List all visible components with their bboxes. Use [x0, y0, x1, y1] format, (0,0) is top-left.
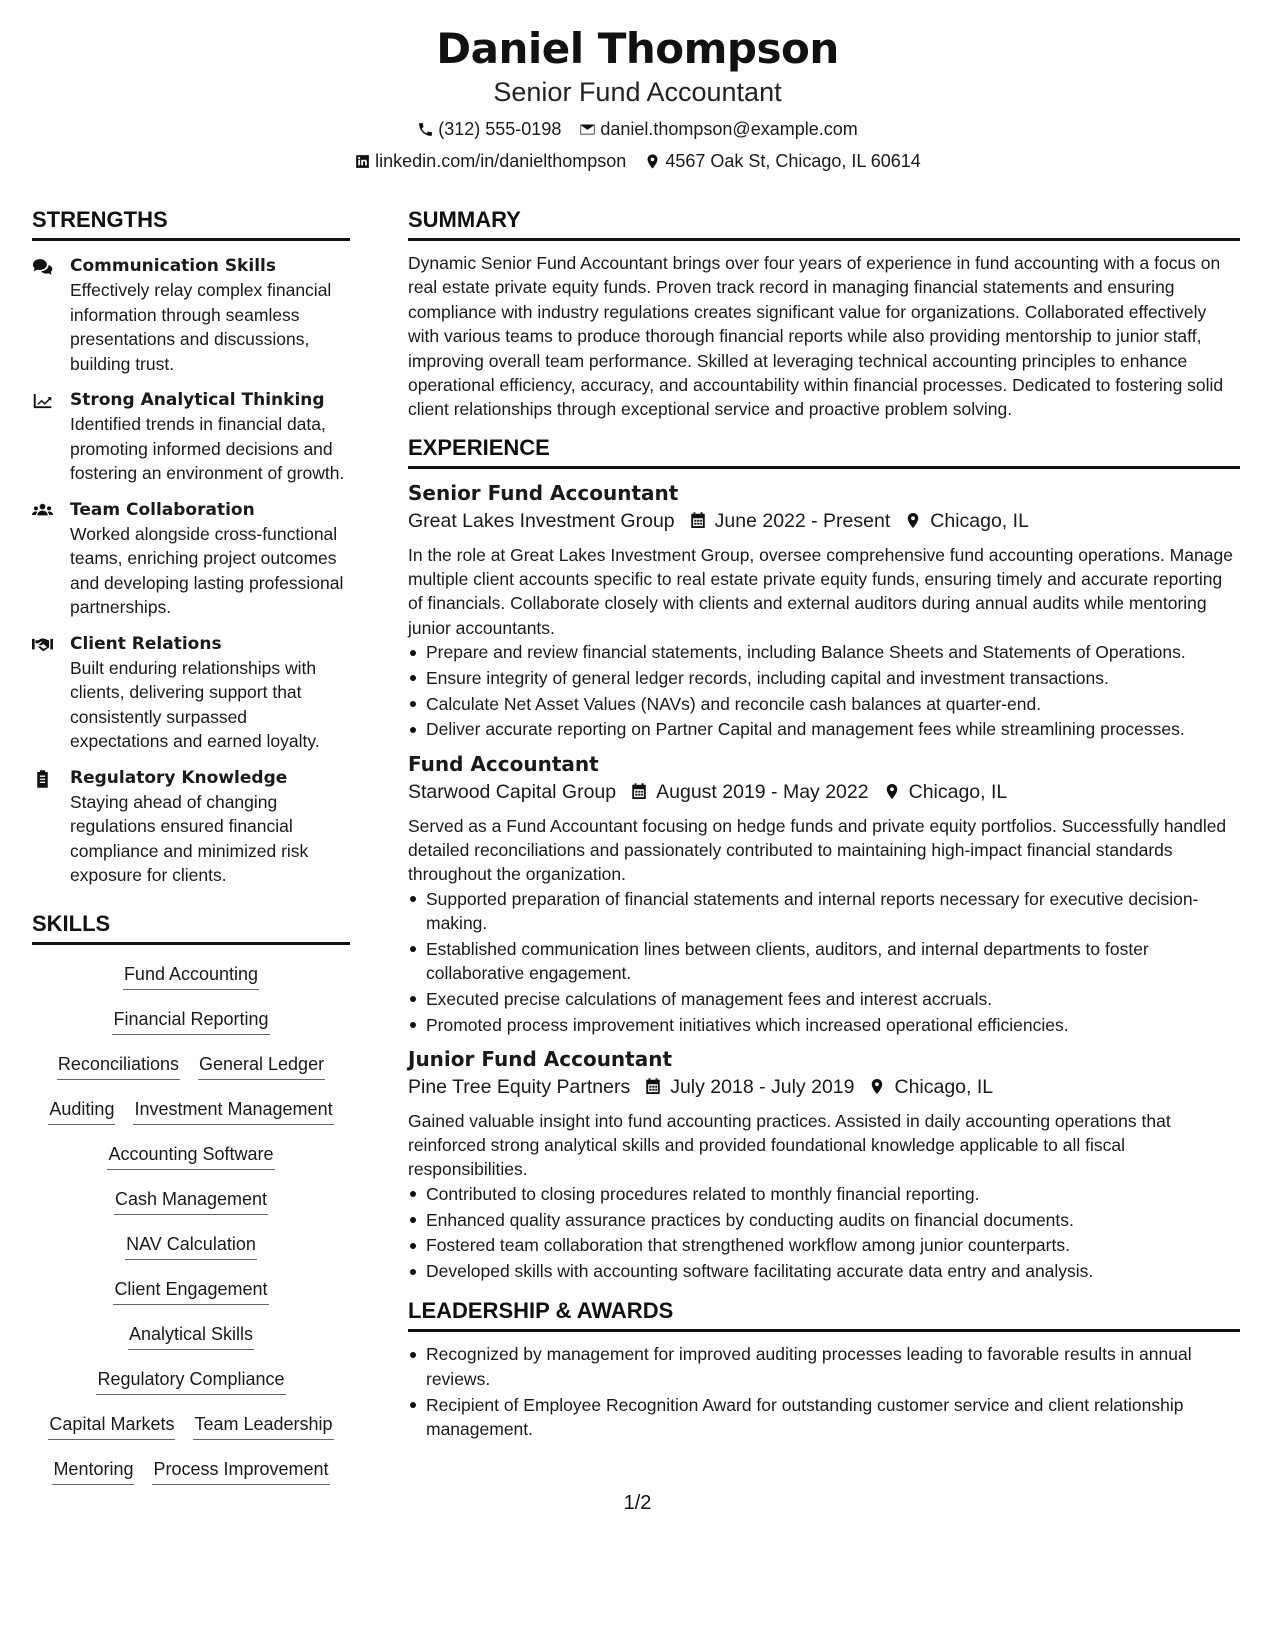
envelope-icon — [579, 121, 596, 138]
skill-tag: Auditing — [48, 1098, 115, 1125]
skill-row — [32, 1098, 350, 1143]
job-entry — [408, 750, 1240, 1037]
skill-tag: Client Engagement — [113, 1278, 268, 1305]
strength-name: Team Collaboration — [70, 499, 255, 520]
experience-heading: EXPERIENCE — [408, 434, 1240, 469]
calendar-icon — [630, 782, 648, 801]
bullet-item: Recognized by management for improved auditing processes leading to favorable results in annual reviews. — [426, 1342, 1240, 1391]
resume-header — [0, 22, 1275, 172]
skill-tag: Financial Reporting — [112, 1008, 269, 1035]
skill-row — [32, 1233, 350, 1278]
skill-tag: Process Improvement — [152, 1458, 329, 1485]
bullet-item: Enhanced quality assurance practices by conducting audits on financial documents. — [426, 1208, 1240, 1232]
strength-desc: Worked alongside cross-functional teams, enriching project outcomes and developing lasting professional partnerships. — [70, 523, 344, 617]
map-pin-icon — [904, 511, 922, 530]
calendar-icon — [689, 511, 707, 530]
page-number: 1/2 — [623, 1492, 652, 1514]
skill-tag: Team Leadership — [193, 1413, 333, 1440]
strength-desc: Identified trends in financial data, promoting informed decisions and fostering an environment of growth. — [70, 414, 345, 483]
users-icon — [32, 502, 53, 520]
skill-tag: Cash Management — [114, 1188, 268, 1215]
job-location: Chicago, IL — [894, 1075, 994, 1098]
strength-item — [32, 633, 350, 754]
chart-line-icon — [32, 392, 53, 410]
phone-text: (312) 555-0198 — [438, 119, 562, 139]
address-text: 4567 Oak St, Chicago, IL 60614 — [665, 151, 921, 171]
skill-tag: Analytical Skills — [128, 1323, 254, 1350]
bullet-item: Supported preparation of financial statements and internal reports necessary for executive decision-making. — [426, 887, 1240, 936]
left-column — [32, 206, 350, 1503]
bullet-item: Ensure integrity of general ledger records, including capital and investment transactions. — [426, 666, 1240, 690]
skill-tag: Mentoring — [52, 1458, 134, 1485]
strengths-list — [32, 251, 350, 888]
job-bullets — [408, 1182, 1240, 1284]
strength-name: Client Relations — [70, 633, 222, 654]
strength-item — [32, 255, 350, 376]
strengths-heading: STRENGTHS — [32, 206, 350, 241]
job-entry — [408, 1045, 1240, 1284]
strength-desc: Staying ahead of changing regulations ensured financial compliance and minimized risk exposure for clients. — [70, 791, 309, 885]
calendar-icon — [644, 1077, 662, 1096]
job-description: In the role at Great Lakes Investment Group, oversee comprehensive fund accounting operations. Manage multiple client accounts specific to real estate private equity funds, ensuring timely and accurate reporting of financials. Collaborate closely with clients and external auditors during annual audits while mentoring junior accountants. — [408, 544, 1233, 638]
email-contact[interactable] — [579, 118, 857, 140]
skills-list — [32, 955, 350, 1503]
skill-row — [32, 963, 350, 1008]
linkedin-text[interactable]: linkedin.com/in/danielthompson — [375, 151, 627, 171]
skill-row — [32, 1143, 350, 1188]
right-column — [408, 206, 1240, 1443]
job-dates: July 2018 - July 2019 — [670, 1075, 855, 1098]
skill-row — [32, 1053, 350, 1098]
contact-row-2 — [0, 150, 1275, 172]
job-company: Starwood Capital Group — [408, 780, 617, 803]
bullet-item: Developed skills with accounting software facilitating accurate data entry and analysis. — [426, 1259, 1240, 1283]
strength-name: Strong Analytical Thinking — [70, 390, 325, 410]
map-pin-icon — [868, 1077, 886, 1096]
job-title: Senior Fund Accountant — [408, 480, 679, 505]
skill-row — [32, 1188, 350, 1233]
phone-contact — [417, 118, 561, 140]
skill-tag: Accounting Software — [107, 1143, 274, 1170]
job-meta — [408, 778, 1240, 806]
strength-item — [32, 499, 350, 620]
strength-name: Regulatory Knowledge — [70, 767, 288, 788]
skill-tag: Capital Markets — [48, 1413, 175, 1440]
skill-row — [32, 1368, 350, 1413]
contact-row-1 — [0, 118, 1275, 140]
skill-tag: NAV Calculation — [125, 1233, 257, 1260]
bullet-item: Recipient of Employee Recognition Award for outstanding customer service and client relationship management. — [426, 1393, 1240, 1442]
strength-item — [32, 389, 350, 486]
job-meta — [408, 1073, 1240, 1101]
bullet-item: Promoted process improvement initiatives which increased operational efficiencies. — [426, 1013, 1240, 1037]
awards-bullets — [408, 1342, 1240, 1441]
bullet-item: Fostered team collaboration that strengthened workflow among junior counterparts. — [426, 1233, 1240, 1257]
job-location: Chicago, IL — [908, 780, 1008, 803]
handshake-icon — [32, 636, 53, 654]
map-pin-icon — [883, 782, 901, 801]
job-meta — [408, 507, 1240, 535]
skill-row — [32, 1323, 350, 1368]
linkedin-icon — [354, 153, 371, 170]
skill-row — [32, 1008, 350, 1053]
job-entry — [408, 479, 1240, 742]
job-dates: June 2022 - Present — [714, 509, 891, 532]
strength-desc: Built enduring relationships with clients, delivering support that consistently surpassed expectations and earned loyalty. — [70, 657, 320, 751]
bullet-item: Prepare and review financial statements, including Balance Sheets and Statements of Operations. — [426, 640, 1240, 664]
summary-text: Dynamic Senior Fund Accountant brings over four years of experience in fund accounting with a focus on real estate private equity funds. Proven track record in managing financial statements and ensuring compliance with industry regulations creates significant value for organizations. Collaborated effectively with various teams to produce thorough financial reports while also providing mentorship to junior staff, improving overall team performance. Skilled at leveraging technical accounting principles to enhance operational efficiency, accuracy, and accountability within financial processes. Dedicated to fostering solid client relationships through exceptional service and proactive problem solving. — [408, 253, 1224, 420]
skill-tag: Fund Accounting — [123, 963, 259, 990]
strength-item — [32, 767, 350, 888]
bullet-item: Contributed to closing procedures related to monthly financial reporting. — [426, 1182, 1240, 1206]
job-title: Junior Fund Accountant — [408, 1046, 673, 1071]
skill-row — [32, 1413, 350, 1458]
candidate-title: Senior Fund Accountant — [493, 77, 782, 107]
skills-heading: SKILLS — [32, 910, 350, 945]
job-bullets — [408, 640, 1240, 742]
skill-row — [32, 1278, 350, 1323]
bullet-item: Deliver accurate reporting on Partner Capital and management fees while streamlining processes. — [426, 717, 1240, 741]
comments-icon — [32, 258, 53, 276]
candidate-name: Daniel Thompson — [436, 24, 839, 73]
skill-tag: Reconciliations — [57, 1053, 180, 1080]
bullet-item: Calculate Net Asset Values (NAVs) and reconcile cash balances at quarter-end. — [426, 692, 1240, 716]
job-description: Gained valuable insight into fund accounting practices. Assisted in daily accounting operations that reinforced strong analytical skills and provided foundational knowledge applicable to all fiscal responsibilities. — [408, 1110, 1171, 1180]
address-contact — [644, 150, 921, 172]
bullet-item: Established communication lines between clients, auditors, and internal departments to foster collaborative engagement. — [426, 937, 1240, 986]
skill-tag: Investment Management — [133, 1098, 333, 1125]
summary-heading: SUMMARY — [408, 206, 1240, 241]
job-company: Pine Tree Equity Partners — [408, 1075, 631, 1098]
strength-desc: Effectively relay complex financial information through seamless presentations and discussions, building trust. — [70, 280, 332, 374]
awards-heading: LEADERSHIP & AWARDS — [408, 1297, 1240, 1332]
email-text[interactable]: daniel.thompson@example.com — [600, 119, 858, 139]
linkedin-contact[interactable] — [354, 150, 626, 172]
skill-tag: Regulatory Compliance — [96, 1368, 285, 1395]
job-dates: August 2019 - May 2022 — [656, 780, 869, 803]
bullet-item: Executed precise calculations of management fees and interest accruals. — [426, 987, 1240, 1011]
map-pin-icon — [644, 153, 661, 170]
job-description: Served as a Fund Accountant focusing on hedge funds and private equity portfolios. Successfully handled detailed reconciliations and passionately contributed to maintaining high-impact financial standards throughout the organization. — [408, 815, 1227, 885]
strength-name: Communication Skills — [70, 256, 276, 276]
skill-tag: General Ledger — [198, 1053, 325, 1080]
job-bullets — [408, 887, 1240, 1037]
job-location: Chicago, IL — [930, 509, 1029, 532]
job-company: Great Lakes Investment Group — [408, 509, 675, 532]
job-title: Fund Accountant — [408, 751, 599, 776]
clipboard-icon — [32, 770, 53, 788]
phone-icon — [417, 121, 434, 138]
